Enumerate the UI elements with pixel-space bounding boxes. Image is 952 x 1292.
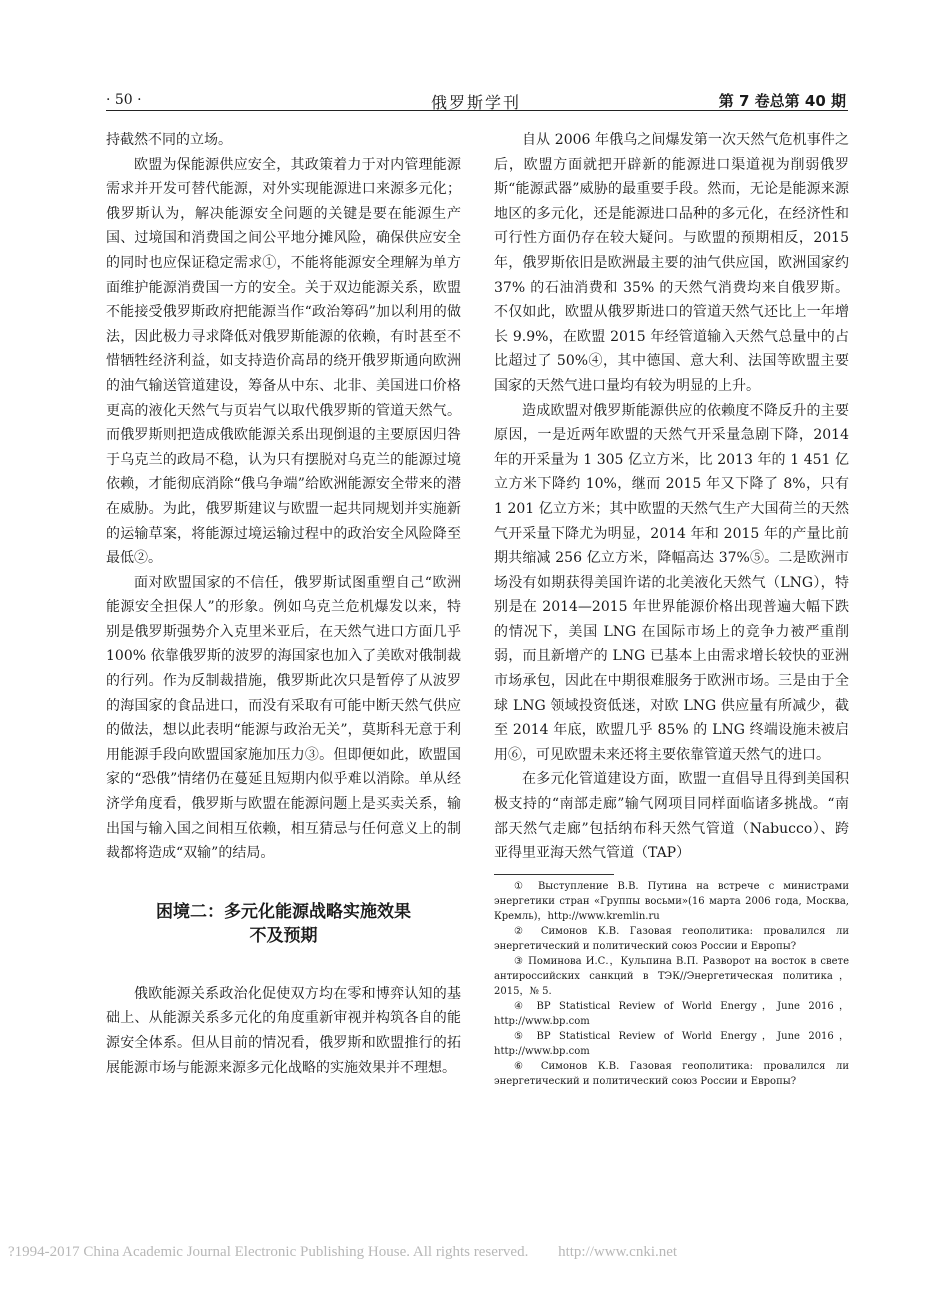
running-header xyxy=(106,88,846,112)
footnote: ⑤ BP Statistical Review of World Energy，June 2016，http://www.bp.com xyxy=(494,1030,849,1057)
footnote: ③ Поминова И.С.，Кульпина В.П. Разворот на восток в свете антироссийских санкций в ТЭК//Энергетическая политика，2015，№ 5. xyxy=(494,955,849,997)
footnote: ④ BP Statistical Review of World Energy，June 2016，http://www.bp.com xyxy=(494,1000,849,1027)
footnote: ① Выступление В.В. Путина на встрече с министрами энергетики стран «Группы восьми»(16 марта 2006 года, Москва, Кремль)，http://www.kremlin.ru xyxy=(494,880,849,922)
section-heading xyxy=(106,900,461,948)
footnote-rule xyxy=(494,874,614,875)
copyright-text: ?1994-2017 China Academic Journal Electronic Publishing House. All rights reserved. xyxy=(8,1244,529,1260)
paragraph: 面对欧盟国家的不信任，俄罗斯试图重塑自己“欧洲能源安全担保人”的形象。例如乌克兰危机爆发以来，特别是俄罗斯强势介入克里米亚后，在天然气进口方面几乎 100% 依靠俄罗斯的波罗的海国家也加入了美欧对俄制裁的行列。作为反制裁措施，俄罗斯此次只是暂停了从波罗的海国家的食品进口，而没有采取有可能中断天然气供应的做法，想以此表明“能源与政治无关”，莫斯科无意于利用能源手段向欧盟国家施加压力③。但即便如此，欧盟国家的“恐俄”情绪仍在蔓延且短期内似乎难以消除。单从经济学角度看，俄罗斯与欧盟在能源问题上是买卖关系，输出国与输入国之间相互依赖，相互猜忌与任何意义上的制裁都将造成“双输”的结局。 xyxy=(106,574,461,862)
left-column xyxy=(106,128,461,1080)
paragraph: 持截然不同的立场。 xyxy=(106,132,232,148)
section-heading-line: 困境二：多元化能源战略实施效果 xyxy=(156,901,411,922)
journal-title: 俄罗斯学刊 xyxy=(430,93,521,112)
paragraph: 造成欧盟对俄罗斯能源供应的依赖度不降反升的主要原因，一是近两年欧盟的天然气开采量急剧下降，2014 年的开采量为 1 305 亿立方米，比 2013 年的 1 451 亿立方米下降约 10%，继而 2015 年又下降了 8%，只有 1 201 亿立方米；其中欧盟的天然气生产大国荷兰的天然气开采量下降尤为明显，2014 年和 2015 年的产量比前期共缩减 256 亿立方米，降幅高达 37%⑤。二是欧洲市场没有如期获得美国许诺的北美液化天然气（LNG），特别是在 2014—2015 年世界能源价格出现普遍大幅下跌的情况下，美国 LNG 在国际市场上的竞争力被严重削弱，而且新增产的 LNG 已基本上由需求增长较快的亚洲市场承包，因此在中期很难服务于欧洲市场。三是由于全球 LNG 领域投资低迷，对欧 LNG 供应量有所减少，截至 2014 年底，欧盟几乎 85% 的 LNG 终端设施未被启用⑥，可见欧盟未来还将主要依靠管道天然气的进口。 xyxy=(494,402,849,763)
footnote: ② Симонов К.В. Газовая геополитика: провалился ли энергетический и политический союз России и Европы? xyxy=(494,925,849,952)
paragraph: 俄欧能源关系政治化促使双方均在零和博弈认知的基础上、从能源关系多元化的角度重新审视并构筑各自的能源安全体系。但从目前的情况看，俄罗斯和欧盟推行的拓展能源市场与能源来源多元化战略的实施效果并不理想。 xyxy=(106,985,461,1076)
footnotes xyxy=(494,879,849,1089)
footnote: ⑥ Симонов К.В. Газовая геополитика: провалился ли энергетический и политический союз России и Европы? xyxy=(494,1060,849,1087)
cnki-link[interactable]: http://www.cnki.net xyxy=(558,1244,678,1260)
paragraph: 欧盟为保能源供应安全，其政策着力于对内管理能源需求并开发可替代能源，对外实现能源进口来源多元化；俄罗斯认为，解决能源安全问题的关键是要在能源生产国、过境国和消费国之间公平地分摊风险，确保供应安全的同时也应保证稳定需求①，不能将能源安全理解为单方面维护能源消费国一方的安全。关于双边能源关系，欧盟不能接受俄罗斯政府把能源当作“政治筹码”加以利用的做法，因此极力寻求降低对俄罗斯能源的依赖，有时甚至不惜牺牲经济利益，如支持造价高昂的绕开俄罗斯通向欧洲的油气输送管道建设，筹备从中东、北非、美国进口价格更高的液化天然气与页岩气以取代俄罗斯的管道天然气。而俄罗斯则把造成俄欧能源关系出现倒退的主要原因归咎于乌克兰的政局不稳，认为只有摆脱对乌克兰的能源过境依赖，才能彻底消除“俄乌争端”给欧洲能源安全带来的潜在威胁。为此，俄罗斯建议与欧盟一起共同规划并实施新的运输草案，将能源过境运输过程中的政治安全风险降至最低②。 xyxy=(106,156,461,567)
paragraph: 在多元化管道建设方面，欧盟一直倡导且得到美国积极支持的“南部走廊”输气网项目同样面临诸多挑战。“南部天然气走廊”包括纳布科天然气管道（Nabucco）、跨亚得里亚海天然气管道（TAP） xyxy=(494,771,849,862)
header-rule xyxy=(106,110,848,111)
issue-label: 第 7 卷总第 40 期 xyxy=(718,92,846,110)
right-column xyxy=(494,128,849,1089)
page-number: · 50 · xyxy=(106,92,142,108)
section-heading-line: 不及预期 xyxy=(249,925,318,946)
copyright-footer xyxy=(8,1244,677,1261)
paragraph: 自从 2006 年俄乌之间爆发第一次天然气危机事件之后，欧盟方面就把开辟新的能源进口渠道视为削弱俄罗斯“能源武器”威胁的最重要手段。然而，无论是能源来源地区的多元化，还是能源进口品种的多元化，在经济性和可行性方面仍存在较大疑问。与欧盟的预期相反，2015 年，俄罗斯依旧是欧洲最主要的油气供应国，欧洲国家约 37% 的石油消费和 35% 的天然气消费均来自俄罗斯。不仅如此，欧盟从俄罗斯进口的管道天然气还比上一年增长 9.9%，在欧盟 2015 年经管道输入天然气总量中的占比超过了 50%④，其中德国、意大利、法国等欧盟主要国家的天然气进口量均有较为明显的上升。 xyxy=(494,132,849,394)
